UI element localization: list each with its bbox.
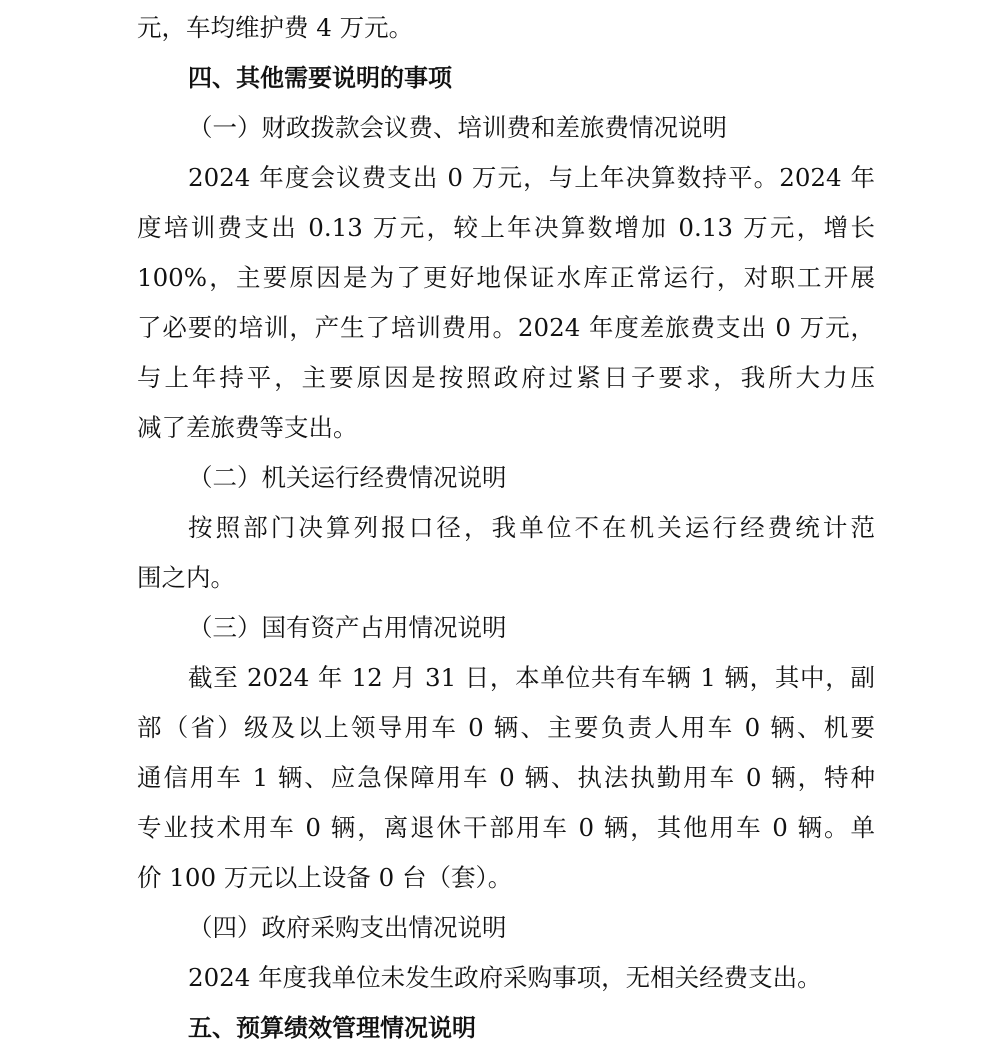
paragraph-line: 度培训费支出 0.13 万元，较上年决算数增加 0.13 万元，增长	[137, 213, 875, 242]
subsection-heading-state-assets: （三）国有资产占用情况说明	[188, 613, 507, 642]
subsection-heading-meeting-training-travel: （一）财政拨款会议费、培训费和差旅费情况说明	[188, 113, 727, 142]
paragraph-line: 与上年持平，主要原因是按照政府过紧日子要求，我所大力压	[137, 363, 875, 392]
paragraph-line: 价 100 万元以上设备 0 台（套）。	[137, 863, 513, 892]
section-heading-performance-management: 五、预算绩效管理情况说明	[188, 1014, 476, 1042]
paragraph-line: 减了差旅费等支出。	[137, 413, 358, 442]
paragraph-line: 截至 2024 年 12 月 31 日，本单位共有车辆 1 辆，其中，副	[188, 663, 875, 692]
section-heading-other-matters: 四、其他需要说明的事项	[188, 64, 452, 92]
paragraph-line: 元，车均维护费 4 万元。	[137, 13, 414, 42]
paragraph-line: 2024 年度会议费支出 0 万元，与上年决算数持平。2024 年	[188, 163, 875, 192]
paragraph-line: 100%，主要原因是为了更好地保证水库正常运行，对职工开展	[137, 263, 875, 292]
subsection-heading-government-procurement: （四）政府采购支出情况说明	[188, 913, 507, 942]
paragraph-line: 2024 年度我单位未发生政府采购事项，无相关经费支出。	[188, 963, 822, 992]
paragraph-line: 围之内。	[137, 563, 235, 592]
paragraph-line: 专业技术用车 0 辆，离退休干部用车 0 辆，其他用车 0 辆。单	[137, 813, 875, 842]
paragraph-line: 部（省）级及以上领导用车 0 辆、主要负责人用车 0 辆、机要	[137, 713, 875, 742]
paragraph-line: 按照部门决算列报口径，我单位不在机关运行经费统计范	[188, 513, 875, 542]
paragraph-line: 了必要的培训，产生了培训费用。2024 年度差旅费支出 0 万元，	[137, 313, 875, 342]
subsection-heading-operating-expenses: （二）机关运行经费情况说明	[188, 463, 507, 492]
paragraph-line: 通信用车 1 辆、应急保障用车 0 辆、执法执勤用车 0 辆，特种	[137, 763, 875, 792]
